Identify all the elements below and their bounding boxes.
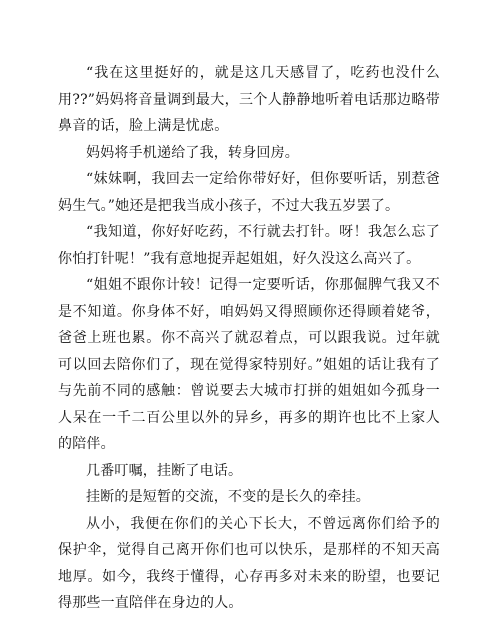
paragraph: 妈妈将手机递给了我，转身回房。	[86, 144, 299, 161]
paragraph: “我知道，你好好吃药，不行就去打针。呀！我怎么忘了你怕打针呢！”我有意地捉弄起姐姐，好久没这么高兴了。	[58, 224, 440, 267]
paragraph: “我在这里挺好的，就是这几天感冒了，吃药也没什么用??”妈妈将音量调到最大，三个人静静地听着电话那边略带鼻音的话，脸上满是忧虑。	[58, 65, 440, 134]
paragraph: 挂断的是短暂的交流，不变的是长久的牵挂。	[86, 489, 370, 505]
paragraph: “妹妹啊，我回去一定给你带好好，但你要听话，别惹爸妈生气。”她还是把我当成小孩子，不过大我五岁罢了。	[58, 171, 440, 214]
document-body	[58, 60, 440, 617]
paragraph: “姐姐不跟你计较！记得一定要听话，你那倔脾气我又不是不知道。你身体不好，咱妈妈又得照顾你还得顾着姥爷，爸爸上班也累。你不高兴了就忍着点，可以跟我说。过年就可以回去陪你们了，现在觉得家特别好。”姐姐的话让我有了与先前不同的感触：曾说要去大城市打拼的姐姐如今孤身一人呆在一千二百公里以外的异乡，再多的期许也比不上家人的陪伴。	[58, 277, 440, 452]
paragraph: 几番叮嘱，挂断了电话。	[86, 462, 243, 479]
paragraph: 从小，我便在你们的关心下长大，不曾远离你们给予的保护伞，觉得自己离开你们也可以快乐，是那样的不知天高地厚。如今，我终于懂得，心存再多对未来的盼望，也要记得那些一直陪伴在身边的人。	[58, 515, 440, 611]
